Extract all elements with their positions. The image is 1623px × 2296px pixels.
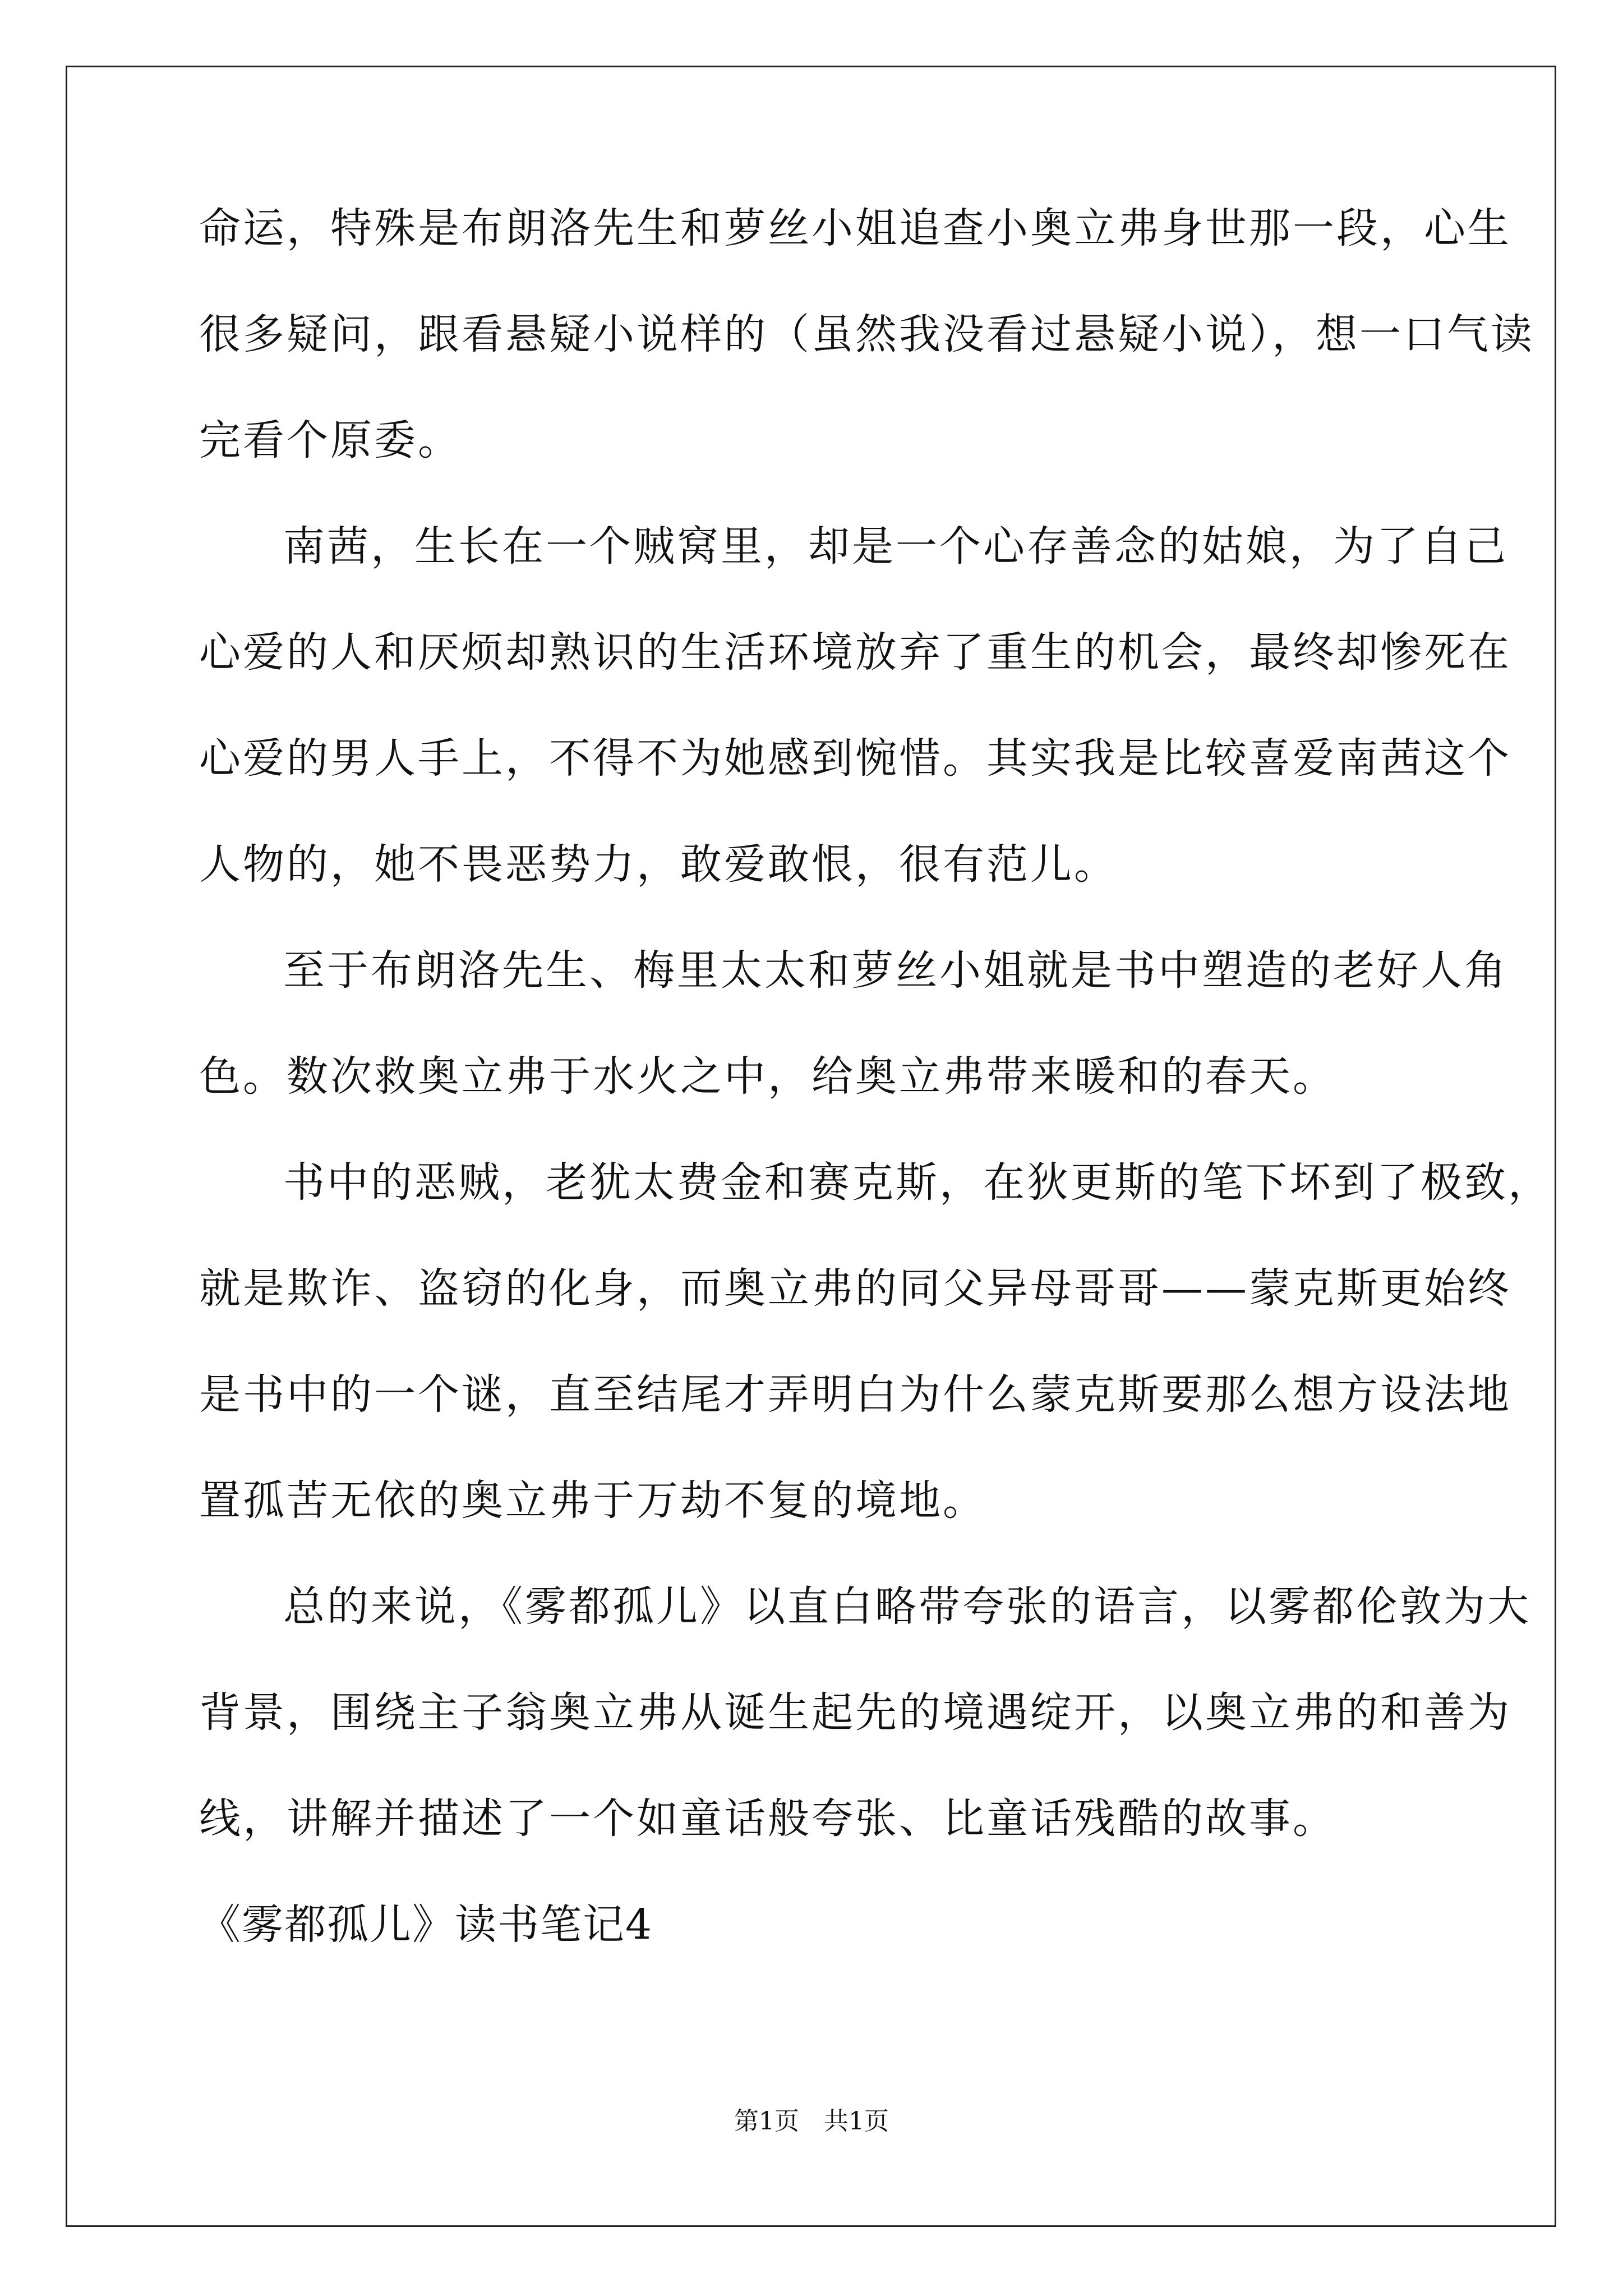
paragraph-start-line: 总的来说，《雾都孤儿》以直白略带夸张的语言，以雾都伦敦为大 [283, 1582, 1531, 1631]
text-line: 置孤苦无依的奥立弗于万劫不复的境地。 [199, 1476, 986, 1525]
text-line: 线，讲解并描述了一个如童话般夸张、比童话残酷的故事。 [199, 1795, 1336, 1843]
text-line: 心爱的人和厌烦却熟识的生活环境放弃了重生的机会，最终却惨死在 [199, 628, 1511, 677]
text-line: 就是欺诈、盗窃的化身，而奥立弗的同父异母哥哥——蒙克斯更始终 [199, 1264, 1511, 1313]
text-line: 人物的，她不畏恶势力，敢爱敢恨，很有范儿。 [199, 840, 1118, 889]
text-line: 背景，围绕主子翁奥立弗从诞生起先的境遇绽开，以奥立弗的和善为 [199, 1688, 1511, 1737]
text-line: 命运，特殊是布朗洛先生和萝丝小姐追查小奥立弗身世那一段，心生 [199, 204, 1511, 252]
document-body [199, 202, 1552, 2004]
text-line: 是书中的一个谜，直至结尾才弄明白为什么蒙克斯要那么想方设法地 [199, 1370, 1511, 1419]
paragraph-start-line: 书中的恶贼，老犹太费金和赛克斯，在狄更斯的笔下坏到了极致， [283, 1158, 1552, 1207]
paragraph-start-line: 南茜，生长在一个贼窝里，却是一个心存善念的姑娘，为了自己 [283, 522, 1508, 570]
text-line: 完看个原委。 [199, 416, 462, 464]
page-number-footer: 第1页 共1页 [734, 2107, 889, 2136]
section-title: 《雾都孤儿》读书笔记4 [199, 1901, 653, 1949]
text-line: 色。数次救奥立弗于水火之中，给奥立弗带来暖和的春天。 [199, 1052, 1336, 1101]
text-line: 心爱的男人手上，不得不为她感到惋惜。其实我是比较喜爱南茜这个 [199, 734, 1511, 783]
paragraph-start-line: 至于布朗洛先生、梅里太太和萝丝小姐就是书中塑造的老好人角 [283, 946, 1508, 995]
text-line: 很多疑问，跟看悬疑小说样的（虽然我没看过悬疑小说），想一口气读 [199, 310, 1534, 358]
